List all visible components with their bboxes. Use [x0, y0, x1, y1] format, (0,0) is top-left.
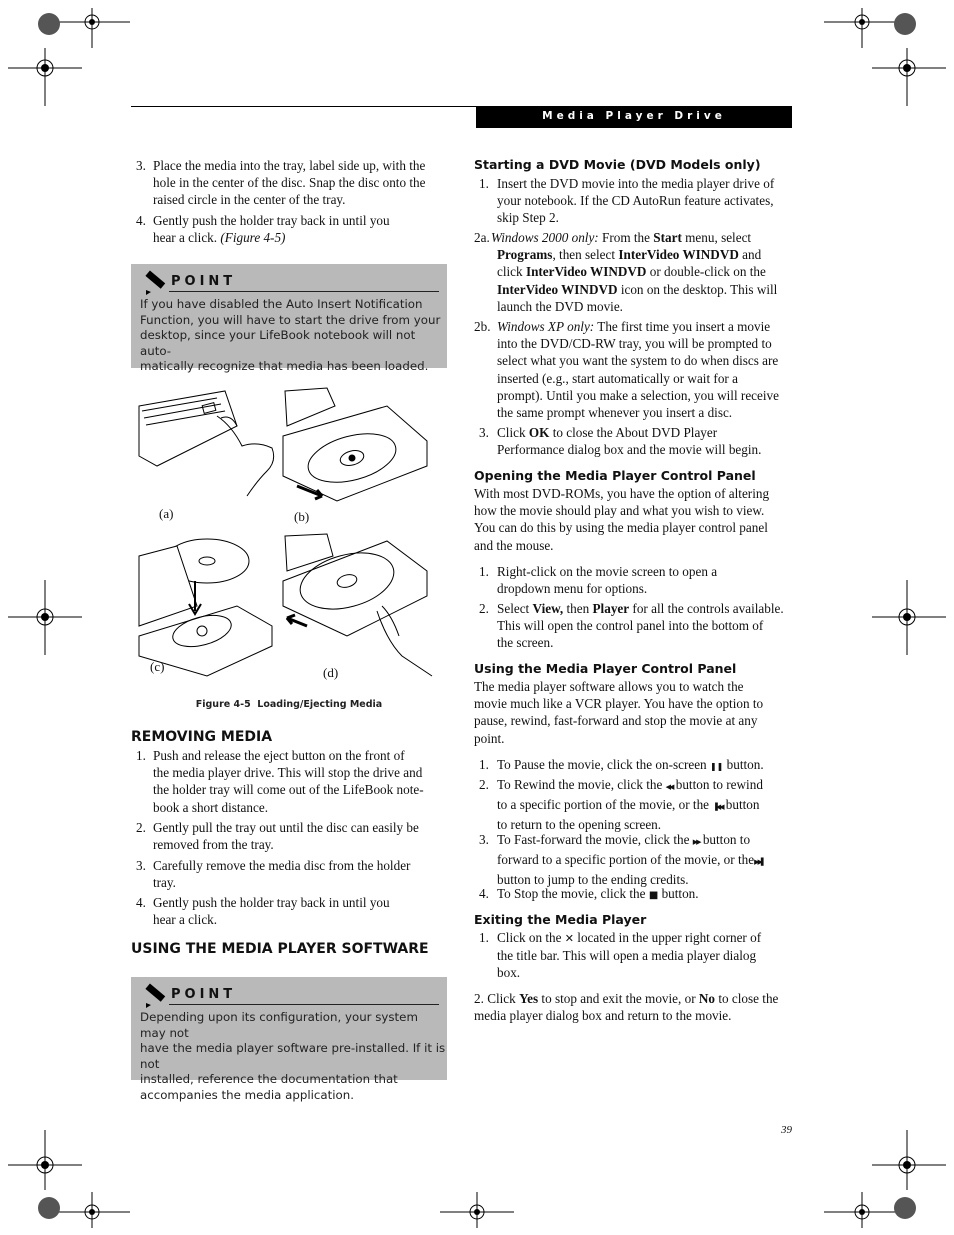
close-icon: ✕	[564, 932, 574, 945]
section-header-bar	[476, 106, 792, 128]
page-number: 39	[781, 1124, 792, 1136]
figure-label-b: (b)	[294, 509, 310, 524]
fast-forward-icon: ▶▶	[692, 838, 700, 846]
exiting-heading: Exiting the Media Player	[474, 912, 647, 927]
figure-label-c: (c)	[150, 659, 165, 674]
rewind-icon: ◀◀	[665, 783, 673, 791]
removing-media-heading: REMOVING MEDIA	[131, 729, 273, 745]
stop-icon: ■	[648, 890, 659, 901]
point-note-2: POINT Depending upon its configuration, your system may not have the media player software pre-installed. If it is not installed, reference the documentation that accompanies the media application.	[131, 977, 447, 1080]
skip-to-start-icon: ▐◀◀	[712, 803, 723, 812]
dvd-heading: Starting a DVD Movie (DVD Models only)	[474, 157, 761, 172]
using-paragraph: The media player software allows you to watch the movie much like a VCR player. You have the option to pause, rewind, fast-forward and stop the movie at any point.	[474, 679, 764, 746]
pencil-icon	[142, 983, 168, 1009]
point-note-1: POINT If you have disabled the Auto Insert Notification Function, you will have to start the drive from your desktop, since your LifeBook notebook will not auto- matically recognize that media has been loaded.	[131, 264, 447, 368]
opening-heading: Opening the Media Player Control Panel	[474, 468, 756, 483]
figure-reference: (Figure 4-5)	[220, 230, 286, 246]
pause-icon: ❚❚	[709, 762, 724, 771]
exiting-step-2: 2. Click Yes to stop and exit the movie, or No to close the media player dialog box and return to the movie.	[474, 991, 779, 1024]
figure-label-d: (d)	[323, 665, 339, 680]
pencil-icon	[142, 270, 168, 296]
point-title-2: POINT	[171, 987, 237, 1002]
figure-label-a: (a)	[159, 506, 174, 521]
section-header-title: Media Player Drive	[542, 110, 726, 122]
figure-caption: Figure 4-5 Loading/Ejecting Media	[195, 699, 383, 710]
point-title-1: POINT	[171, 274, 237, 289]
figure-loading-ejecting-media	[137, 386, 437, 692]
opening-paragraph: With most DVD-ROMs, you have the option of altering how the movie should play and what you wish to view. You can do this by using the media player control panel and the mouse.	[474, 486, 770, 553]
skip-to-end-icon: ▶▶▌	[754, 858, 765, 867]
software-heading: USING THE MEDIA PLAYER SOFTWARE	[131, 941, 429, 957]
using-heading: Using the Media Player Control Panel	[474, 661, 737, 676]
